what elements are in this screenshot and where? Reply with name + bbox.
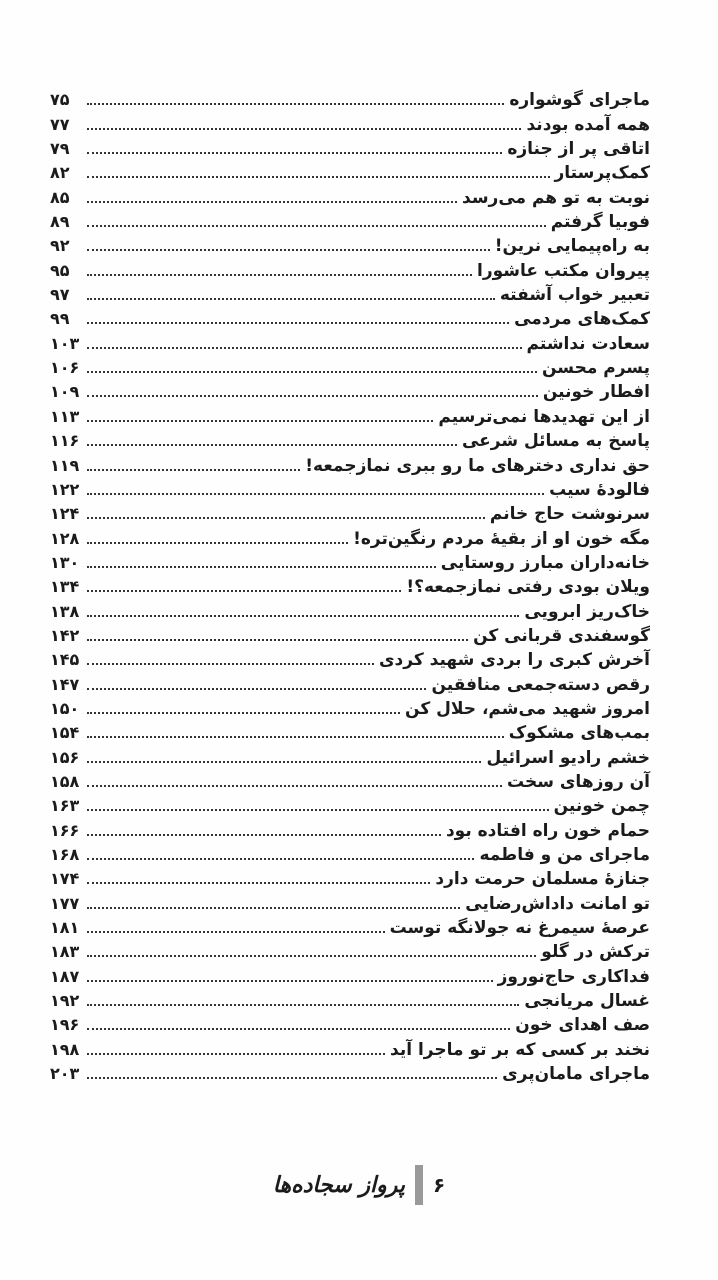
toc-entry-title: حق نداری دخترهای ما رو ببری نمازجمعه! <box>305 455 650 476</box>
toc-entry-title: ترکش در گلو <box>541 942 650 963</box>
toc-entry-page-number: ۸۹ <box>50 212 70 232</box>
toc-entry-title: غسال مریانجی <box>524 991 650 1012</box>
toc-entry <box>50 575 650 599</box>
toc-entry-title: کمک‌پرستار <box>554 163 650 184</box>
toc-entry-page-number: ۱۲۴ <box>50 504 80 524</box>
toc-entry <box>50 818 650 842</box>
toc-entry-title: بمب‌های مشکوک <box>508 723 650 744</box>
dot-leader <box>87 858 474 860</box>
toc-entry-title: ماجرای من و فاطمه <box>479 845 650 865</box>
toc-entry <box>50 648 650 672</box>
toc-entry-page-number: ۱۹۶ <box>50 1015 80 1035</box>
dot-leader <box>87 1053 385 1055</box>
toc-entry <box>50 916 650 940</box>
toc-entry-page-number: ۱۴۲ <box>50 625 80 645</box>
toc-entry <box>50 478 650 502</box>
toc-entry <box>50 989 650 1013</box>
toc-entry <box>50 867 650 891</box>
toc-entry-page-number: ۱۹۲ <box>50 991 80 1011</box>
dot-leader <box>87 249 490 251</box>
toc-entry <box>50 502 650 526</box>
dot-leader <box>87 712 400 714</box>
toc-entry <box>50 697 650 721</box>
toc-entry-title: افطار خونین <box>542 382 650 403</box>
dot-leader <box>87 103 504 105</box>
toc-entry-title: آخرش کبری را بردی شهید کردی <box>378 650 650 671</box>
dot-leader <box>87 980 493 982</box>
toc-entry-page-number: ۷۹ <box>50 139 70 159</box>
page-footer <box>0 1160 718 1210</box>
toc-entry <box>50 551 650 575</box>
toc-entry-title: سعادت نداشتم <box>526 333 650 354</box>
toc-entry-page-number: ۱۴۵ <box>50 650 80 670</box>
dot-leader <box>87 761 481 763</box>
dot-leader <box>87 371 537 373</box>
toc-entry-title: گوسفندی قربانی کن <box>473 625 650 646</box>
toc-entry-page-number: ۱۴۷ <box>50 674 80 694</box>
toc-entry-title: تو امانت داداش‌رضایی <box>465 893 650 914</box>
dot-leader <box>87 639 468 641</box>
dot-leader <box>87 1028 510 1030</box>
dot-leader <box>87 1077 497 1079</box>
table-of-contents <box>50 88 650 1086</box>
dot-leader <box>87 347 522 349</box>
toc-entry-page-number: ۱۸۳ <box>50 942 80 962</box>
toc-entry-title: همه آمده بودند <box>526 114 650 135</box>
toc-entry-page-number: ۱۵۰ <box>50 698 80 718</box>
dot-leader <box>87 298 495 300</box>
toc-entry-title: ویلان بودی رفتی نمازجمعه؟! <box>406 577 650 598</box>
toc-entry <box>50 526 650 550</box>
toc-entry <box>50 283 650 307</box>
toc-entry-title: سرنوشت حاج خانم <box>489 504 650 525</box>
toc-entry <box>50 404 650 428</box>
dot-leader <box>87 736 504 738</box>
toc-entry-title: تعبیر خواب آشفته <box>499 285 650 306</box>
toc-entry-title: پاسخ به مسائل شرعی <box>461 431 650 452</box>
toc-entry <box>50 794 650 818</box>
dot-leader <box>87 955 536 957</box>
toc-entry-page-number: ۱۱۳ <box>50 406 80 426</box>
toc-entry-page-number: ۱۳۰ <box>50 552 80 572</box>
toc-entry-page-number: ۱۷۴ <box>50 869 80 889</box>
toc-entry-title: ماجرای مامان‌پری <box>502 1064 650 1085</box>
toc-entry-page-number: ۸۵ <box>50 187 70 207</box>
dot-leader <box>87 152 502 154</box>
toc-entry-page-number: ۱۸۱ <box>50 918 80 938</box>
toc-entry <box>50 356 650 380</box>
toc-entry-title: امروز شهید می‌شم، حلال کن <box>405 698 650 719</box>
dot-leader <box>87 128 521 130</box>
toc-entry-title: اتاقی پر از جنازه <box>507 139 650 160</box>
toc-entry <box>50 843 650 867</box>
toc-entry-page-number: ۱۶۳ <box>50 796 80 816</box>
toc-entry-page-number: ۱۸۷ <box>50 966 80 986</box>
dot-leader <box>87 225 546 227</box>
toc-entry-page-number: ۱۵۸ <box>50 771 80 791</box>
dot-leader <box>87 493 544 495</box>
toc-entry <box>50 624 650 648</box>
dot-leader <box>87 322 509 324</box>
toc-entry-title: عرصهٔ سیمرغ نه جولانگه توست <box>389 918 650 939</box>
toc-entry-title: مگه خون او از بقیهٔ مردم رنگین‌تره! <box>353 528 650 549</box>
toc-entry <box>50 1037 650 1061</box>
toc-entry-title: از این تهدیدها نمی‌ترسیم <box>438 406 650 427</box>
toc-entry <box>50 940 650 964</box>
toc-entry <box>50 137 650 161</box>
dot-leader <box>87 615 519 617</box>
dot-leader <box>87 395 538 397</box>
toc-entry-title: به راه‌پیمایی نرین! <box>494 236 650 257</box>
toc-entry-page-number: ۱۷۷ <box>50 893 80 913</box>
toc-entry <box>50 770 650 794</box>
dot-leader <box>87 785 502 787</box>
toc-entry-title: نوبت به تو هم می‌رسد <box>462 187 650 208</box>
toc-entry-title: خشم رادیو اسرائیل <box>486 747 650 768</box>
toc-entry-page-number: ۱۱۶ <box>50 431 80 451</box>
page-number: ۶ <box>433 1173 446 1197</box>
dot-leader <box>87 907 460 909</box>
toc-entry-page-number: ۱۳۸ <box>50 601 80 621</box>
toc-entry <box>50 453 650 477</box>
dot-leader <box>87 688 426 690</box>
toc-entry-title: صف اهدای خون <box>515 1015 650 1036</box>
toc-entry-title: خانه‌داران مبارز روستایی <box>440 552 650 573</box>
toc-entry-page-number: ۱۰۶ <box>50 358 80 378</box>
toc-entry <box>50 599 650 623</box>
toc-entry-page-number: ۱۳۴ <box>50 577 80 597</box>
dot-leader <box>87 542 348 544</box>
toc-entry-page-number: ۷۵ <box>50 90 70 110</box>
toc-entry-title: پسرم محسن <box>541 358 650 379</box>
dot-leader <box>87 1004 519 1006</box>
toc-entry <box>50 721 650 745</box>
dot-leader <box>87 882 430 884</box>
toc-entry-title: کمک‌های مردمی <box>514 309 650 330</box>
toc-entry-page-number: ۹۲ <box>50 236 70 256</box>
toc-entry <box>50 672 650 696</box>
toc-entry <box>50 1062 650 1086</box>
toc-entry <box>50 185 650 209</box>
toc-entry-page-number: ۸۲ <box>50 163 70 183</box>
toc-entry-page-number: ۲۰۳ <box>50 1064 80 1084</box>
toc-entry <box>50 307 650 331</box>
toc-entry <box>50 331 650 355</box>
toc-entry <box>50 745 650 769</box>
toc-entry-page-number: ۹۹ <box>50 309 70 329</box>
toc-entry <box>50 88 650 112</box>
toc-entry <box>50 1013 650 1037</box>
dot-leader <box>87 590 401 592</box>
toc-entry-page-number: ۷۷ <box>50 114 70 134</box>
toc-entry <box>50 429 650 453</box>
dot-leader <box>87 469 300 471</box>
toc-entry-page-number: ۱۹۸ <box>50 1039 80 1059</box>
dot-leader <box>87 274 472 276</box>
toc-entry-page-number: ۱۱۹ <box>50 455 80 475</box>
dot-leader <box>87 176 550 178</box>
toc-entry <box>50 210 650 234</box>
toc-entry <box>50 161 650 185</box>
toc-entry-page-number: ۱۵۶ <box>50 747 80 767</box>
dot-leader <box>87 420 433 422</box>
toc-entry-page-number: ۹۵ <box>50 260 70 280</box>
toc-entry-page-number: ۱۰۹ <box>50 382 80 402</box>
toc-entry <box>50 964 650 988</box>
toc-entry-title: رقص دسته‌جمعی منافقین <box>431 674 650 695</box>
dot-leader <box>87 809 549 811</box>
dot-leader <box>87 663 374 665</box>
toc-entry <box>50 891 650 915</box>
dot-leader <box>87 834 441 836</box>
toc-entry-page-number: ۱۰۳ <box>50 333 80 353</box>
toc-entry-title: پیروان مکتب عاشورا <box>477 260 650 281</box>
toc-entry-page-number: ۱۶۸ <box>50 845 80 864</box>
book-title: پرواز سجاده‌ها <box>272 1172 406 1198</box>
dot-leader <box>87 444 457 446</box>
toc-entry <box>50 112 650 136</box>
dot-leader <box>87 931 385 933</box>
toc-entry-title: ماجرای گوشواره <box>509 90 650 111</box>
dot-leader <box>87 566 436 568</box>
toc-entry-title: چمن خونین <box>553 796 650 817</box>
toc-entry-title: نخند بر کسی که بر تو ماجرا آید <box>390 1039 650 1060</box>
toc-entry-title: خاک‌ریز ابرویی <box>524 601 650 622</box>
dot-leader <box>87 517 485 519</box>
toc-entry-title: آن روزهای سخت <box>506 771 650 792</box>
toc-entry-page-number: ۱۲۲ <box>50 479 80 499</box>
toc-entry <box>50 234 650 258</box>
footer-divider-bar <box>415 1165 423 1205</box>
toc-entry <box>50 380 650 404</box>
toc-entry-title: فوبیا گرفتم <box>550 212 650 233</box>
toc-entry-title: فداکاری حاج‌نوروز <box>497 966 650 987</box>
toc-entry-title: فالودهٔ سیب <box>549 479 650 500</box>
toc-entry-page-number: ۹۷ <box>50 285 70 305</box>
toc-entry-page-number: ۱۲۸ <box>50 528 80 548</box>
toc-entry <box>50 258 650 282</box>
toc-entry-title: حمام خون راه افتاده بود <box>445 820 650 841</box>
toc-entry-page-number: ۱۶۶ <box>50 820 80 840</box>
toc-entry-title: جنازهٔ مسلمان حرمت دارد <box>435 869 650 890</box>
dot-leader <box>87 201 457 203</box>
toc-entry-page-number: ۱۵۴ <box>50 723 80 743</box>
